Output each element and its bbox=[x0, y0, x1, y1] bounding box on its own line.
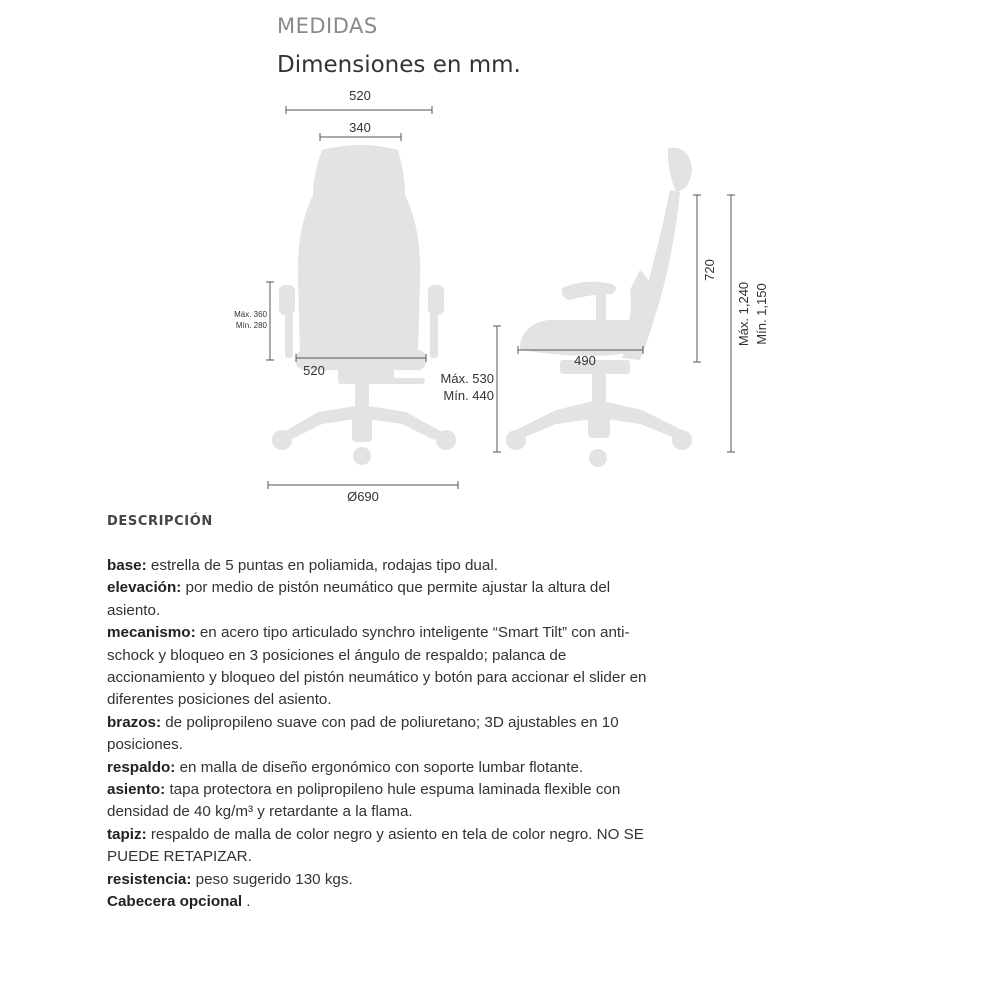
desc-term: elevación: bbox=[107, 579, 182, 597]
description-body bbox=[107, 555, 667, 914]
desc-text: respaldo de malla de color negro y asiento en tela de color negro. NO SE PUEDE RETAPIZAR. bbox=[107, 825, 644, 866]
back-height-label: 720 bbox=[702, 259, 717, 281]
total-height-max-label: Máx. 1,240 bbox=[736, 281, 751, 347]
desc-item-cabecera bbox=[107, 891, 667, 913]
desc-text: tapa protectora en polipropileno hule espuma laminada flexible con densidad de 40 kg/m³ y retardante a la flama. bbox=[107, 781, 621, 821]
arm-height-min-label: Mín. 280 bbox=[235, 321, 267, 330]
desc-term: brazos: bbox=[107, 713, 162, 731]
desc-text: por medio de pistón neumático que permite ajustar la altura del asiento. bbox=[107, 579, 611, 619]
desc-text: estrella de 5 puntas en poliamida, rodajas tipo dual. bbox=[146, 557, 498, 574]
desc-item-tapiz bbox=[107, 824, 667, 869]
desc-text: . bbox=[242, 893, 251, 911]
desc-item-asiento bbox=[107, 779, 667, 824]
desc-term: Cabecera opcional bbox=[107, 893, 243, 911]
seat-depth-label: 490 bbox=[574, 353, 596, 368]
chair-side-view bbox=[506, 148, 692, 467]
seat-height-min-label: Mín. 440 bbox=[443, 388, 494, 403]
desc-text: de polipropileno suave con pad de poliuretano; 3D ajustables en 10 posiciones. bbox=[107, 713, 619, 754]
chair-front-view bbox=[272, 145, 456, 465]
desc-item-resistencia bbox=[107, 869, 667, 891]
desc-text: en acero tipo articulado synchro inteligente “Smart Tilt” con anti-schock y bloqueo en 3 posiciones el ángulo de respaldo; palanca de accionamiento y bloqueo del pistón neumático y botón para accionar el slider en diferentes posiciones del asiento. bbox=[107, 624, 647, 709]
desc-item-brazos bbox=[107, 712, 667, 757]
front-back-width-label: 340 bbox=[349, 120, 371, 135]
desc-term: tapiz: bbox=[107, 825, 147, 843]
seat-height-max-label: Máx. 530 bbox=[440, 371, 494, 386]
description-title: DESCRIPCIÓN bbox=[107, 514, 213, 529]
desc-term: asiento: bbox=[107, 781, 166, 799]
section-title: MEDIDAS bbox=[277, 14, 378, 38]
desc-item-respaldo bbox=[107, 757, 667, 779]
desc-text: peso sugerido 130 kgs. bbox=[191, 870, 353, 888]
desc-term: mecanismo: bbox=[107, 624, 196, 642]
base-diameter-label: Ø690 bbox=[347, 489, 379, 504]
total-height-min-label: Mín. 1,150 bbox=[754, 283, 769, 345]
dimensions-subtitle: Dimensiones en mm. bbox=[277, 52, 521, 78]
desc-item-mecanismo bbox=[107, 622, 667, 712]
desc-term: resistencia: bbox=[107, 870, 192, 888]
desc-term: base: bbox=[107, 557, 147, 574]
front-seat-width-label: 520 bbox=[303, 363, 325, 378]
desc-text: en malla de diseño ergonómico con soporte lumbar flotante. bbox=[175, 758, 584, 776]
desc-item-elevacion bbox=[107, 577, 667, 622]
chair-dimension-diagram bbox=[228, 0, 780, 508]
desc-item-base bbox=[107, 555, 667, 577]
arm-height-max-label: Máx. 360 bbox=[234, 310, 267, 319]
desc-term: respaldo: bbox=[107, 758, 176, 776]
front-top-width-label: 520 bbox=[349, 88, 371, 103]
